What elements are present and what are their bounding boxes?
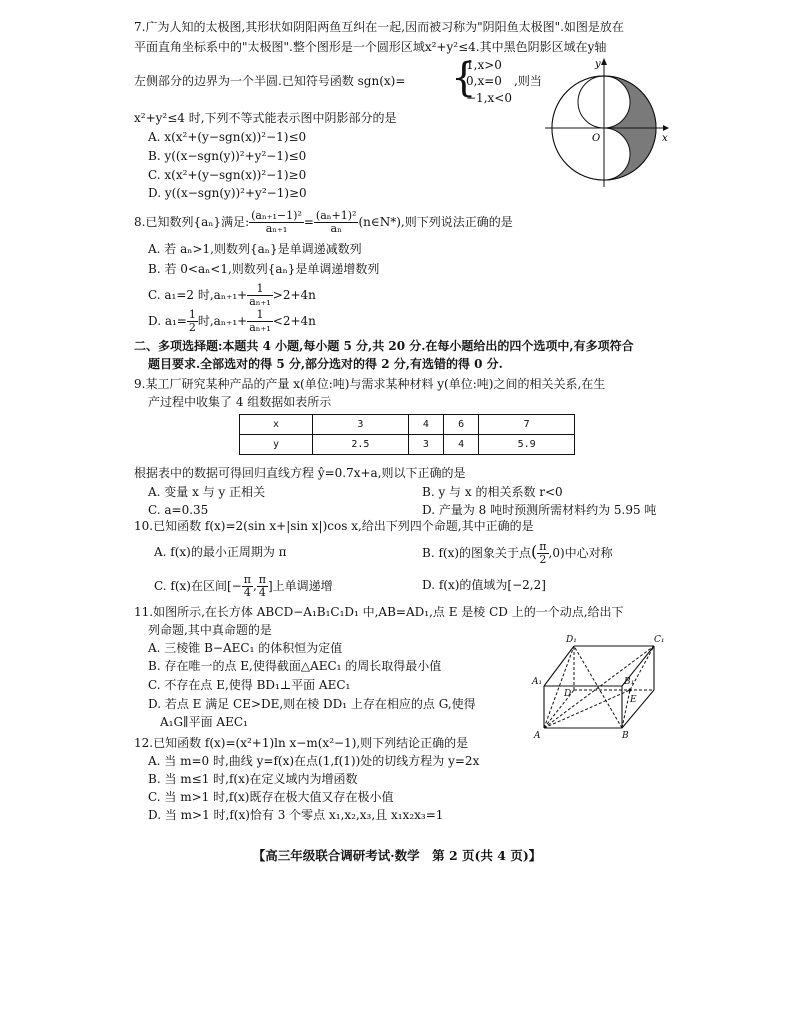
q8-stem	[134, 207, 513, 237]
table-cell: 4	[443, 435, 478, 455]
q9-option-b: B. y 与 x 的相关系数 r<0	[422, 485, 563, 499]
q10-option-b: B. f(x)的图象关于点( $\frac{\pi}{2}$ ,0)中心对称	[422, 540, 613, 566]
q8-optd-half-num: 1	[188, 308, 196, 321]
q7-line-4: x²+y²≤4 时,下列不等式能表示图中阴影部分的是	[134, 111, 397, 125]
cuboid-label-d: D	[564, 689, 572, 699]
table-row	[240, 435, 575, 455]
table-cell: 3	[408, 435, 443, 455]
q9-option-c: C. a=0.35	[148, 503, 209, 517]
q7-option-a: A. x(x²+(y−sgn(x))²−1)≤0	[148, 130, 307, 144]
q8-optd-den: aₙ₊₁	[249, 321, 271, 334]
q10-option-a: A. f(x)的最小正周期为 π	[154, 545, 287, 559]
q8-fraction-left	[249, 210, 304, 235]
q8-stem-a: 8.已知数列{aₙ}满足:	[134, 215, 250, 229]
q10-optb-fraction	[537, 541, 548, 566]
taiji-origin-label: O	[592, 133, 601, 144]
q8-optc-a: C. a₁=2 时,aₙ₊₁+	[148, 288, 248, 302]
q8-optc-fraction	[247, 283, 273, 308]
q8-optd-a: D. a₁=	[148, 314, 187, 328]
q7-case-3: −1,x<0	[466, 91, 512, 105]
q8-fraction-right	[314, 210, 359, 235]
q9-line-1: 9.某工厂研究某种产品的产量 x(单位:吨)与需求某种材料 y(单位:吨)之间的相关关系,在生	[134, 377, 606, 391]
q10-option-d: D. f(x)的值域为[−2,2]	[422, 578, 546, 592]
q10-optc-den2: 4	[258, 586, 266, 599]
q8-optd-half	[187, 309, 198, 334]
q10-optb-den: 2	[539, 553, 547, 566]
q7-cases-brace: {	[451, 55, 477, 101]
q7-line-1: 7.广为人知的太极图,其形状如阴阳两鱼互纠在一起,因而被习称为"阴阳鱼太极图".如图是放在	[134, 20, 624, 34]
q10-optc-a: C. f(x)在区间[−	[154, 579, 242, 593]
q12-option-a: A. 当 m=0 时,曲线 y=f(x)在点(1,f(1))处的切线方程为 y=2x	[148, 754, 480, 768]
table-cell: 5.9	[479, 435, 575, 455]
q8-optd-fraction	[247, 309, 273, 334]
q8-optc-b: >2+4n	[272, 288, 316, 302]
cuboid-label-a: A	[534, 731, 541, 741]
cuboid-label-c1: C₁	[654, 635, 665, 645]
q11-option-d-1: D. 若点 E 满足 CE>DE,则在棱 DD₁ 上存在相应的点 G,使得	[148, 697, 476, 711]
table-row	[240, 415, 575, 435]
q10-optc-num2: π	[258, 573, 266, 586]
q9-line-2: 产过程中收集了 4 组数据如表所示	[148, 395, 332, 409]
taiji-y-label: y	[595, 59, 601, 70]
table-cell: 7	[479, 415, 575, 435]
q8-optd-b: 时,aₙ₊₁+	[197, 314, 248, 328]
q11-line-2: 列命题,其中真命题的是	[148, 623, 272, 637]
q7-option-c: C. x(x²+(y−sgn(x))²−1)≥0	[148, 168, 307, 182]
table-cell: y	[240, 435, 313, 455]
q12-option-c: C. 当 m>1 时,f(x)既存在极大值又存在极小值	[148, 790, 394, 804]
q11-option-d-2: A₁G∥平面 AEC₁	[160, 715, 248, 729]
q10-optc-b: ]上单调递增	[268, 579, 333, 593]
taiji-x-label: x	[662, 133, 668, 144]
q10-optb-a: B. f(x)的图象关于点	[422, 546, 532, 560]
q7-option-b: B. y((x−sgn(y))²+y²−1)≤0	[148, 149, 307, 163]
q10-optc-num1: π	[243, 573, 251, 586]
q12-stem: 12.已知函数 f(x)=(x²+1)ln x−m(x²−1),则下列结论正确的是	[134, 736, 469, 750]
q7-line-3-tail: ,则当	[514, 74, 542, 88]
table-cell: 3	[313, 415, 409, 435]
q8-optd-num: 1	[247, 309, 273, 322]
q10-optb-b: ,0)中心对称	[548, 546, 613, 560]
q9-option-d: D. 产量为 8 吨时预测所需材料约为 5.95 吨	[422, 503, 657, 517]
cuboid-label-a1: A₁	[532, 677, 543, 687]
q10-optc-mid: ,	[252, 579, 257, 593]
q10-option-c	[154, 571, 333, 601]
q11-option-b: B. 存在唯一的点 E,使得截面△AEC₁ 的周长取得最小值	[148, 659, 442, 673]
q11-option-c: C. 不存在点 E,使得 BD₁⊥平面 AEC₁	[148, 678, 351, 692]
q8-equals: =	[303, 215, 314, 229]
cuboid-label-d1: D₁	[566, 635, 577, 645]
q8-optd-c: <2+4n	[272, 314, 316, 328]
cuboid-label-b: B	[622, 731, 629, 741]
q8-stem-b: (n∈N*),则下列说法正确的是	[358, 215, 513, 229]
q9-option-a: A. 变量 x 与 y 正相关	[148, 485, 266, 499]
page-footer: 【高三年级联合调研考试·数学 第 2 页(共 4 页)】	[252, 848, 542, 863]
q8-f1-den: aₙ₊₁	[265, 222, 288, 235]
q8-optc-den: aₙ₊₁	[249, 295, 271, 308]
q11-line-1: 11.如图所示,在长方体 ABCD−A₁B₁C₁D₁ 中,AB=AD₁,点 E 是棱 CD 上的一个动点,给出下	[134, 605, 624, 619]
q7-line-3	[134, 74, 405, 89]
q10-optc-fraction-1	[242, 574, 253, 599]
taiji-figure	[545, 55, 670, 190]
q7-case-1: 1,x>0	[466, 58, 502, 72]
q8-f1-num: (aₙ₊₁−1)²	[251, 209, 302, 222]
q12-option-d: D. 当 m>1 时,f(x)恰有 3 个零点 x₁,x₂,x₃,且 x₁x₂x₃=1	[148, 808, 444, 822]
q7-case-2: 0,x=0	[466, 74, 502, 88]
q7-option-d: D. y((x−sgn(y))²+y²−1)≥0	[148, 186, 307, 200]
section-2-heading-2: 题目要求.全部选对的得 5 分,部分选对的得 2 分,有选错的得 0 分.	[148, 357, 503, 371]
q10-optc-fraction-2	[257, 574, 268, 599]
cuboid-figure	[530, 632, 670, 742]
q7-sgn-def: 左侧部分的边界为一个半圆.已知符号函数 sgn(x)=	[134, 74, 406, 88]
q8-option-a: A. 若 aₙ>1,则数列{aₙ}是单调递减数列	[148, 242, 362, 256]
table-cell: x	[240, 415, 313, 435]
q10-optc-den1: 4	[243, 586, 251, 599]
q10-stem: 10.已知函数 f(x)=2(sin x+|sin x|)cos x,给出下列四个命题,其中正确的是	[134, 519, 534, 533]
q9-line-3: 根据表中的数据可得回归直线方程 ŷ=0.7x+a,则以下正确的是	[134, 466, 466, 480]
table-cell: 2.5	[313, 435, 409, 455]
q7-line-2: 平面直角坐标系中的"太极图".整个图形是一个圆形区域x²+y²≤4.其中黑色阴影区域在y轴	[134, 40, 607, 54]
section-2-heading-1: 二、多项选择题:本题共 4 小题,每小题 5 分,共 20 分.在每小题给出的四个选项中,有多项符合	[134, 339, 634, 353]
q8-optc-num: 1	[247, 283, 273, 296]
q8-option-b: B. 若 0<aₙ<1,则数列{aₙ}是单调递增数列	[148, 262, 380, 276]
q11-option-a: A. 三棱锥 B−AEC₁ 的体积恒为定值	[148, 641, 343, 655]
q9-data-table	[239, 414, 575, 455]
q8-option-d	[148, 306, 316, 336]
cuboid-label-e: E	[630, 695, 637, 705]
q8-optd-half-den: 2	[188, 321, 196, 334]
q8-f2-den: aₙ	[330, 222, 342, 235]
cuboid-label-b1: B₁	[624, 677, 635, 687]
table-cell: 6	[443, 415, 478, 435]
q10-optb-num: π	[539, 540, 547, 553]
q12-option-b: B. 当 m≤1 时,f(x)在定义域内为增函数	[148, 772, 358, 786]
table-cell: 4	[408, 415, 443, 435]
q8-f2-num: (aₙ+1)²	[315, 209, 357, 222]
